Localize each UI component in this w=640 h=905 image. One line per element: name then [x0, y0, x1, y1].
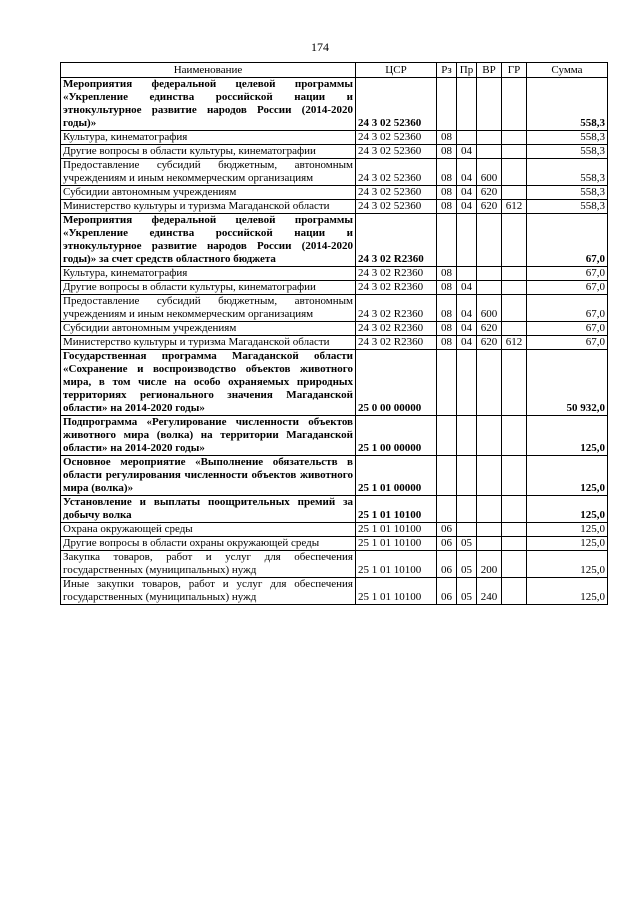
- row-pr-cell: [457, 523, 477, 537]
- row-pr-cell: [457, 416, 477, 456]
- row-gr-cell: [502, 78, 527, 131]
- row-sum-cell: 558,3: [527, 131, 608, 145]
- row-csr-cell: 24 3 02 R2360: [356, 214, 437, 267]
- table-row: [61, 496, 608, 523]
- row-pr-cell: [457, 214, 477, 267]
- row-sum-cell: 558,3: [527, 78, 608, 131]
- table-row: [61, 523, 608, 537]
- row-csr-cell: 25 1 01 10100: [356, 523, 437, 537]
- row-gr-cell: [502, 281, 527, 295]
- header-gr: ГР: [502, 63, 527, 78]
- row-csr-cell: 25 1 00 00000: [356, 416, 437, 456]
- row-name-cell: Предоставление субсидий бюджетным, автономным учреждениям и иным некоммерческим организациям: [61, 159, 356, 186]
- row-vr-cell: 240: [477, 578, 502, 605]
- row-rz-cell: 06: [437, 537, 457, 551]
- row-pr-cell: [457, 267, 477, 281]
- row-gr-cell: [502, 551, 527, 578]
- row-name-cell: Мероприятия федеральной целевой программы «Укрепление единства российской нации и этнокультурное развитие народов России (2014-2020 годы)» за счет средств областного бюджета: [61, 214, 356, 267]
- row-gr-cell: 612: [502, 200, 527, 214]
- row-rz-cell: [437, 350, 457, 416]
- row-csr-cell: 25 0 00 00000: [356, 350, 437, 416]
- row-rz-cell: [437, 496, 457, 523]
- row-name-cell: Государственная программа Магаданской области «Сохранение и воспроизводство объектов животного мира, в том числе на особо охраняемых природных территориях регионального значения Магаданской области» на 2014-2020 годы»: [61, 350, 356, 416]
- row-sum-cell: 558,3: [527, 186, 608, 200]
- row-gr-cell: [502, 537, 527, 551]
- row-csr-cell: 24 3 02 R2360: [356, 281, 437, 295]
- row-vr-cell: [477, 523, 502, 537]
- row-vr-cell: 600: [477, 159, 502, 186]
- table-row: [61, 214, 608, 267]
- table-row: [61, 78, 608, 131]
- row-name-cell: Субсидии автономным учреждениям: [61, 186, 356, 200]
- row-vr-cell: 620: [477, 186, 502, 200]
- row-rz-cell: 08: [437, 131, 457, 145]
- row-sum-cell: 558,3: [527, 145, 608, 159]
- row-rz-cell: 06: [437, 523, 457, 537]
- row-csr-cell: 24 3 02 52360: [356, 78, 437, 131]
- row-pr-cell: 04: [457, 145, 477, 159]
- row-rz-cell: 08: [437, 186, 457, 200]
- table-row: [61, 551, 608, 578]
- row-name-cell: Министерство культуры и туризма Магаданской области: [61, 200, 356, 214]
- row-rz-cell: [437, 416, 457, 456]
- row-sum-cell: 125,0: [527, 456, 608, 496]
- row-gr-cell: [502, 523, 527, 537]
- table-row: [61, 578, 608, 605]
- row-sum-cell: 50 932,0: [527, 350, 608, 416]
- row-vr-cell: [477, 537, 502, 551]
- row-pr-cell: 05: [457, 537, 477, 551]
- row-sum-cell: 67,0: [527, 322, 608, 336]
- row-sum-cell: 67,0: [527, 214, 608, 267]
- row-sum-cell: 558,3: [527, 159, 608, 186]
- row-vr-cell: [477, 145, 502, 159]
- row-sum-cell: 125,0: [527, 578, 608, 605]
- row-gr-cell: [502, 295, 527, 322]
- row-gr-cell: [502, 159, 527, 186]
- row-rz-cell: [437, 78, 457, 131]
- row-csr-cell: 24 3 02 R2360: [356, 336, 437, 350]
- header-pr: Пр: [457, 63, 477, 78]
- row-gr-cell: [502, 214, 527, 267]
- row-rz-cell: 08: [437, 322, 457, 336]
- row-sum-cell: 125,0: [527, 551, 608, 578]
- row-vr-cell: [477, 496, 502, 523]
- row-vr-cell: [477, 281, 502, 295]
- row-csr-cell: 25 1 01 00000: [356, 456, 437, 496]
- row-name-cell: Охрана окружающей среды: [61, 523, 356, 537]
- row-name-cell: Подпрограмма «Регулирование численности объектов животного мира (волка) на территории Магаданской области» на 2014-2020 годы»: [61, 416, 356, 456]
- row-name-cell: Иные закупки товаров, работ и услуг для обеспечения государственных (муниципальных) нужд: [61, 578, 356, 605]
- row-vr-cell: [477, 131, 502, 145]
- row-csr-cell: 25 1 01 10100: [356, 578, 437, 605]
- table-row: [61, 267, 608, 281]
- row-name-cell: Основное мероприятие «Выполнение обязательств в области регулирования численности объектов животного мира (волка)»: [61, 456, 356, 496]
- row-gr-cell: [502, 456, 527, 496]
- row-csr-cell: 24 3 02 52360: [356, 200, 437, 214]
- row-csr-cell: 24 3 02 52360: [356, 131, 437, 145]
- row-gr-cell: [502, 416, 527, 456]
- row-pr-cell: [457, 456, 477, 496]
- row-pr-cell: 04: [457, 295, 477, 322]
- row-vr-cell: 620: [477, 336, 502, 350]
- table-row: [61, 350, 608, 416]
- header-vr: ВР: [477, 63, 502, 78]
- table-row: [61, 322, 608, 336]
- row-name-cell: Министерство культуры и туризма Магаданской области: [61, 336, 356, 350]
- row-sum-cell: 67,0: [527, 336, 608, 350]
- row-rz-cell: 08: [437, 145, 457, 159]
- row-sum-cell: 67,0: [527, 295, 608, 322]
- row-rz-cell: 06: [437, 551, 457, 578]
- row-pr-cell: [457, 78, 477, 131]
- row-name-cell: Предоставление субсидий бюджетным, автономным учреждениям и иным некоммерческим организациям: [61, 295, 356, 322]
- row-pr-cell: [457, 131, 477, 145]
- row-vr-cell: [477, 416, 502, 456]
- row-csr-cell: 24 3 02 52360: [356, 145, 437, 159]
- row-sum-cell: 125,0: [527, 523, 608, 537]
- row-pr-cell: 04: [457, 186, 477, 200]
- row-gr-cell: [502, 350, 527, 416]
- row-gr-cell: 612: [502, 336, 527, 350]
- row-pr-cell: [457, 496, 477, 523]
- table-row: [61, 145, 608, 159]
- row-pr-cell: 04: [457, 159, 477, 186]
- row-pr-cell: [457, 350, 477, 416]
- row-csr-cell: 25 1 01 10100: [356, 496, 437, 523]
- row-sum-cell: 125,0: [527, 537, 608, 551]
- row-vr-cell: [477, 456, 502, 496]
- row-csr-cell: 24 3 02 R2360: [356, 295, 437, 322]
- row-vr-cell: [477, 267, 502, 281]
- row-pr-cell: 04: [457, 336, 477, 350]
- row-name-cell: Закупка товаров, работ и услуг для обеспечения государственных (муниципальных) нужд: [61, 551, 356, 578]
- row-sum-cell: 67,0: [527, 267, 608, 281]
- row-vr-cell: 200: [477, 551, 502, 578]
- table-row: [61, 295, 608, 322]
- row-name-cell: Другие вопросы в области культуры, кинематографии: [61, 145, 356, 159]
- row-name-cell: Культура, кинематография: [61, 131, 356, 145]
- row-csr-cell: 24 3 02 R2360: [356, 322, 437, 336]
- row-csr-cell: 25 1 01 10100: [356, 537, 437, 551]
- row-vr-cell: 600: [477, 295, 502, 322]
- header-sum: Сумма: [527, 63, 608, 78]
- row-vr-cell: 620: [477, 200, 502, 214]
- row-vr-cell: [477, 350, 502, 416]
- row-gr-cell: [502, 145, 527, 159]
- row-name-cell: Другие вопросы в области охраны окружающей среды: [61, 537, 356, 551]
- row-pr-cell: 04: [457, 281, 477, 295]
- row-csr-cell: 24 3 02 52360: [356, 159, 437, 186]
- table-row: [61, 537, 608, 551]
- row-name-cell: Культура, кинематография: [61, 267, 356, 281]
- table-row: [61, 131, 608, 145]
- row-rz-cell: 06: [437, 578, 457, 605]
- row-name-cell: Другие вопросы в области культуры, кинематографии: [61, 281, 356, 295]
- table-row: [61, 456, 608, 496]
- row-vr-cell: [477, 214, 502, 267]
- row-sum-cell: 125,0: [527, 496, 608, 523]
- row-gr-cell: [502, 496, 527, 523]
- row-rz-cell: [437, 214, 457, 267]
- table-row: [61, 159, 608, 186]
- row-csr-cell: 25 1 01 10100: [356, 551, 437, 578]
- row-vr-cell: [477, 78, 502, 131]
- header-rz: Рз: [437, 63, 457, 78]
- row-gr-cell: [502, 186, 527, 200]
- row-name-cell: Мероприятия федеральной целевой программы «Укрепление единства российской нации и этнокультурное развитие народов России (2014-2020 годы)»: [61, 78, 356, 131]
- table-row: [61, 186, 608, 200]
- row-pr-cell: 04: [457, 200, 477, 214]
- row-rz-cell: 08: [437, 267, 457, 281]
- row-csr-cell: 24 3 02 R2360: [356, 267, 437, 281]
- row-sum-cell: 558,3: [527, 200, 608, 214]
- row-rz-cell: 08: [437, 295, 457, 322]
- page-number: 174: [311, 40, 329, 54]
- row-rz-cell: 08: [437, 336, 457, 350]
- row-pr-cell: 05: [457, 578, 477, 605]
- row-gr-cell: [502, 131, 527, 145]
- table-row: [61, 200, 608, 214]
- table-row: [61, 336, 608, 350]
- row-gr-cell: [502, 267, 527, 281]
- table-header: [61, 63, 608, 78]
- table-row: [61, 281, 608, 295]
- row-rz-cell: [437, 456, 457, 496]
- row-csr-cell: 24 3 02 52360: [356, 186, 437, 200]
- row-gr-cell: [502, 322, 527, 336]
- row-name-cell: Установление и выплаты поощрительных премий за добычу волка: [61, 496, 356, 523]
- row-vr-cell: 620: [477, 322, 502, 336]
- table-row: [61, 416, 608, 456]
- row-rz-cell: 08: [437, 159, 457, 186]
- row-rz-cell: 08: [437, 200, 457, 214]
- row-pr-cell: 05: [457, 551, 477, 578]
- row-rz-cell: 08: [437, 281, 457, 295]
- budget-table: [60, 62, 608, 605]
- row-name-cell: Субсидии автономным учреждениям: [61, 322, 356, 336]
- row-pr-cell: 04: [457, 322, 477, 336]
- row-gr-cell: [502, 578, 527, 605]
- row-sum-cell: 67,0: [527, 281, 608, 295]
- table-body: [61, 78, 608, 605]
- row-sum-cell: 125,0: [527, 416, 608, 456]
- header-csr: ЦСР: [356, 63, 437, 78]
- header-name: Наименование: [61, 63, 356, 78]
